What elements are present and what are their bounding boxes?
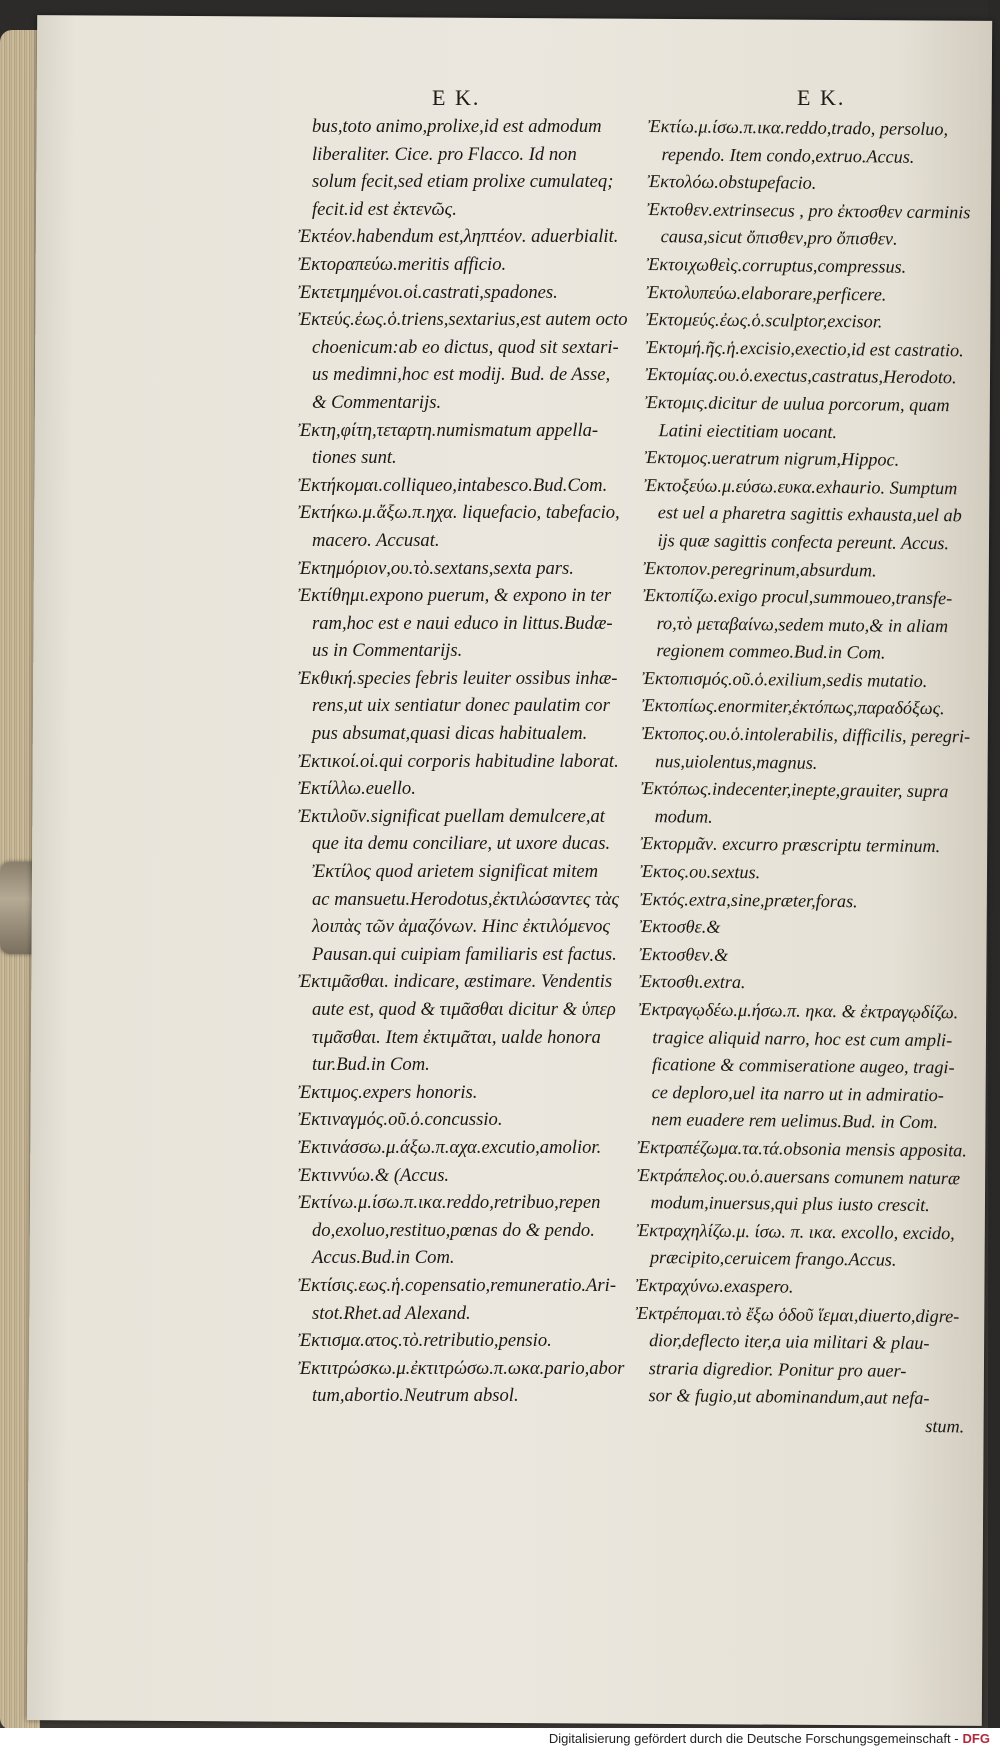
dictionary-line: Ἐκτοπίζω.exigo procul,summoueo,transfe- bbox=[642, 585, 953, 609]
dictionary-line: Ἐκτοσθεν.& bbox=[639, 943, 729, 965]
dictionary-line: Ἐκτημόριον,ου.τὸ.sextans,sexta pars. bbox=[298, 557, 574, 579]
dictionary-line: fecit.id est ἐκτενῶς. bbox=[312, 198, 457, 220]
dictionary-line: do,exoluo,restituo,pœnas do & pendo. bbox=[312, 1219, 595, 1241]
dictionary-line: Ἐκτοραπεύω.meritis afficio. bbox=[298, 253, 507, 275]
credit-text: Digitalisierung gefördert durch die Deutsche Forschungsgemeinschaft - bbox=[548, 1731, 959, 1746]
dictionary-line: tiones sunt. bbox=[312, 447, 397, 469]
dictionary-line: ijs quæ sagittis confecta pereunt. Accus. bbox=[657, 530, 950, 554]
dictionary-line: Ἐκτίσις.εως.ἡ.copensatio,remuneratio.Ari- bbox=[298, 1274, 617, 1296]
dictionary-line: Pausan.qui cuipiam familiaris est factus. bbox=[312, 943, 617, 965]
dictionary-line: nus,uiolentus,magnus. bbox=[655, 750, 818, 773]
dictionary-line: nem euadere rem uelimus.Bud. in Com. bbox=[651, 1109, 939, 1133]
dictionary-line: τιμᾶσθαι. Item ἐκτιμᾶται, ualde honora bbox=[312, 1026, 601, 1048]
running-header-right: E K. bbox=[797, 85, 846, 110]
dictionary-line: Ἐκτεύς.ἐως.ὁ.triens,sextarius,est autem octo bbox=[298, 309, 628, 331]
dictionary-line: Ἐκτίλος quod arietem significat mitem bbox=[312, 861, 599, 883]
dictionary-line: Ἐκτρέπομαι.τὸ ἔξω ὁδοῦ ἵεμαι,diuerto,digre- bbox=[635, 1302, 960, 1326]
dictionary-line: Ἐκτοσθε.& bbox=[639, 916, 721, 938]
dictionary-line: tur.Bud.in Com. bbox=[312, 1054, 430, 1076]
dictionary-line: regionem commeo.Bud.in Com. bbox=[656, 640, 886, 663]
dictionary-line: aute est, quod & τιμᾶσθαι dicitur & ὑπερ bbox=[312, 999, 616, 1020]
dictionary-line: stum. bbox=[925, 1415, 965, 1437]
dictionary-line: Ἐκτοπισμός.οῦ.ὁ.exilium,sedis mutatio. bbox=[641, 667, 928, 691]
dictionary-line: Ἐκτιννύω.& (Accus. bbox=[298, 1164, 450, 1186]
dictionary-line: Ἐκτορμᾶν. excurro præscriptu terminum. bbox=[640, 833, 941, 857]
dictionary-line: Ἐκτοπος.ου.ὁ.intolerabilis, difficilis, peregri- bbox=[641, 723, 971, 747]
digitization-credit bbox=[549, 1731, 990, 1746]
dictionary-line: ram,hoc est e naui educo in littus.Budæ- bbox=[312, 612, 613, 634]
dictionary-line: causa,sicut ὄπισθεν,pro ὄπισθεν. bbox=[660, 226, 898, 249]
dictionary-line: ficatione & commiseratione augeo, tragi- bbox=[651, 1054, 955, 1078]
dictionary-line: Ἐκτιναγμός.οῦ.ὁ.concussio. bbox=[298, 1109, 503, 1131]
dictionary-line: Ἐκτήκω.μ.ἄξω.π.ηχα. liquefacio, tabefacio, bbox=[298, 502, 620, 524]
dictionary-line: tum,abortio.Neutrum absol. bbox=[312, 1385, 519, 1407]
dictionary-line: rependo. Item condo,extruo.Accus. bbox=[661, 143, 915, 167]
dictionary-line: liberaliter. Cice. pro Flacco. Id non bbox=[312, 143, 577, 165]
dictionary-line: Ἐκτομος.ueratrum nigrum,Hippoc. bbox=[644, 447, 900, 470]
dictionary-line: Ἐκτιλοῦν.significat puellam demulcere,at bbox=[298, 805, 605, 827]
dictionary-line: est uel a pharetra sagittis exhausta,uel ab bbox=[657, 502, 962, 526]
dictionary-line: macero. Accusat. bbox=[312, 529, 440, 551]
dictionary-line: Ἐκτοθεν.extrinsecus , pro ἐκτοσθεν carminis bbox=[646, 198, 971, 223]
dictionary-line: Ἐκτιμᾶσθαι. indicare, æstimare. Vendentis bbox=[298, 971, 613, 993]
dictionary-line: us medimni,hoc est modij. Bud. de Asse, bbox=[312, 364, 611, 386]
dictionary-line: dior,deflecto iter,a uia militari & plau- bbox=[649, 1330, 930, 1354]
dictionary-line: Ἐκτραχύνω.exaspero. bbox=[635, 1274, 794, 1297]
dictionary-line: straria digredior. Ponitur pro auer- bbox=[648, 1357, 907, 1381]
dictionary-line: Ἐκτοιχωθεὶς.corruptus,compressus. bbox=[646, 253, 907, 277]
dictionary-column-right bbox=[634, 113, 978, 1441]
dictionary-line: stot.Rhet.ad Alexand. bbox=[312, 1302, 471, 1324]
dictionary-line: bus,toto animo,prolixe,id est admodum bbox=[312, 116, 602, 137]
dictionary-line: Ἐκθική.species febris leuiter ossibus inhæ- bbox=[298, 667, 618, 689]
dictionary-line: solum fecit,sed etiam prolixe cumulateq; bbox=[312, 171, 614, 193]
dictionary-line: ac mansuetu.Herodotus,ἐκτιλώσαντες τὰς bbox=[312, 888, 619, 910]
dictionary-line: Ἐκτοξεύω.μ.εύσω.ευκα.exhaurio. Sumptum bbox=[644, 474, 958, 498]
dictionary-line: Ἐκτομή.ῆς.ἡ.excisio,exectio,id est castratio. bbox=[645, 336, 964, 361]
dictionary-line: Ἐκτινάσσω.μ.άξω.π.αχα.excutio,amolior. bbox=[298, 1136, 602, 1158]
dictionary-line: sor & fugio,ut abominandum,aut nefa- bbox=[648, 1385, 930, 1409]
dictionary-line: Ἐκτιμος.expers honoris. bbox=[298, 1081, 478, 1103]
dictionary-line: Ἐκτοπίως.enormiter,ἐκτόπως,παραδόξως. bbox=[641, 695, 945, 719]
dictionary-line: pus absumat,quasi dicas habitualem. bbox=[312, 723, 588, 745]
dictionary-line: præcipito,ceruicem frango.Accus. bbox=[649, 1247, 897, 1271]
dictionary-line: Ἐκτέον.habendum est,ληπτέον. aduerbialit. bbox=[298, 226, 619, 248]
dictionary-line: Ἐκτετμημένοι.οἱ.castrati,spadones. bbox=[298, 281, 558, 303]
dictionary-column-left bbox=[298, 113, 638, 1410]
dictionary-line: Ἐκτος.ου.sextus. bbox=[639, 860, 761, 883]
dictionary-line: Ἐκτίω.μ.ίσω.π.ικα.reddo,trado, persoluo, bbox=[647, 115, 949, 140]
dictionary-line: tragice aliquid narro, hoc est cum ampli- bbox=[652, 1026, 953, 1050]
dfg-logo: DFG bbox=[962, 1731, 990, 1746]
dictionary-line: Ἐκτομίας.ου.ὁ.exectus,castratus,Herodoto. bbox=[645, 364, 957, 388]
dictionary-line: modum,inuersus,qui plus iusto crescit. bbox=[650, 1192, 930, 1216]
dictionary-line: Ἐκτολυπεύω.elaborare,perficere. bbox=[646, 281, 887, 305]
dictionary-line: rens,ut uix sentiatur donec paulatim cor bbox=[312, 695, 610, 717]
running-header-left: E K. bbox=[432, 85, 481, 110]
dictionary-line: Accus.Bud.in Com. bbox=[312, 1247, 455, 1269]
dictionary-line: ce deploro,uel ita narro ut in admiratio- bbox=[651, 1081, 944, 1105]
dictionary-line: Ἐκτραπέζωμα.τα.τά.obsonia mensis apposita. bbox=[637, 1136, 967, 1161]
dictionary-line: choenicum:ab eo dictus, quod sit sextari- bbox=[312, 336, 619, 358]
dictionary-line: λοιπὰς τῶν ἀμαζόνων. Hinc ἐκτιλόμενος bbox=[312, 916, 610, 938]
dictionary-line: modum. bbox=[654, 805, 713, 827]
dictionary-line: Ἐκτόπως.indecenter,inepte,grauiter, supra bbox=[640, 778, 949, 802]
dictionary-line: que ita demu conciliare, ut uxore ducas. bbox=[312, 833, 611, 855]
dictionary-line: Latini eiectitiam uocant. bbox=[658, 419, 838, 442]
dictionary-line: Ἐκτομεύς.ἐως.ὁ.sculptor,excisor. bbox=[645, 309, 883, 332]
dictionary-line: Ἐκτραχηλίζω.μ. ίσω. π. ικα. excollo, excido, bbox=[636, 1219, 955, 1244]
dictionary-line: Ἐκτός.extra,sine,præter,foras. bbox=[639, 888, 858, 911]
dictionary-line: Ἐκτράπελος.ου.ὁ.auersans comunem naturæ bbox=[636, 1164, 961, 1188]
dictionary-line: us in Commentarijs. bbox=[312, 640, 463, 662]
dictionary-line: Ἐκτιτρώσκω.μ.ἐκτιτρώσω.π.ωκα.pario,abor bbox=[298, 1357, 625, 1379]
dictionary-line: Ἐκτη,φίτη,τεταρτη.numismatum appella- bbox=[298, 419, 599, 441]
dictionary-line: Ἐκτίλλω.euello. bbox=[298, 778, 416, 800]
dictionary-line: Ἐκτικοί.οἱ.qui corporis habitudine laborat. bbox=[298, 750, 619, 772]
dictionary-line: Ἐκτολόω.obstupefacio. bbox=[647, 171, 817, 193]
dictionary-line: Ἐκτήκομαι.colliqueo,intabesco.Bud.Com. bbox=[298, 474, 608, 496]
dictionary-line: Ἐκτομις.dicitur de uulua porcorum, quam bbox=[644, 391, 950, 416]
dictionary-line: Ἐκτοσθι.extra. bbox=[638, 971, 746, 993]
dictionary-line: Ἐκτίνω.μ.ίσω.π.ικα.reddo,retribuo,repen bbox=[298, 1192, 601, 1214]
dictionary-line: & Commentarijs. bbox=[312, 391, 442, 413]
dictionary-line: ro,τὸ μεταβαίνω,sedem muto,& in aliam bbox=[656, 612, 949, 636]
dictionary-line: Ἐκτραγῳδέω.μ.ήσω.π. ηκα. & ἐκτραγῳδίζω. bbox=[638, 998, 959, 1023]
dictionary-line: Ἐκτοπον.peregrinum,absurdum. bbox=[643, 557, 877, 580]
dictionary-line: Ἐκτισμα.ατος.τὸ.retributio,pensio. bbox=[298, 1330, 552, 1352]
dictionary-line: Ἐκτίθημι.expono puerum, & expono in ter bbox=[298, 585, 612, 607]
